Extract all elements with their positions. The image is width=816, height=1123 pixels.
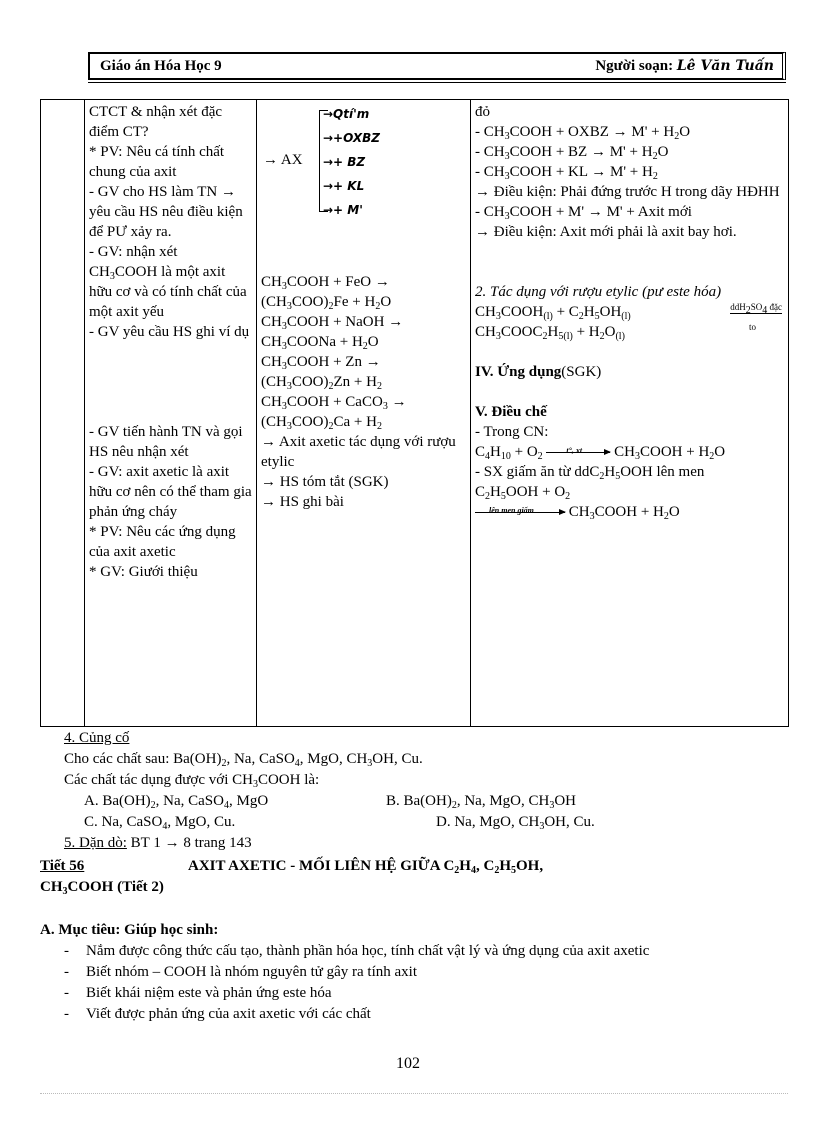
student-activity-cell	[257, 100, 471, 727]
content-line: - $CH_3COOH$ + KL → $M' + H_2$	[475, 164, 658, 182]
preparation-eq-2a: $C_2H_5OOH + O_2$	[475, 484, 571, 502]
reaction-arrow-icon: t°, xt	[546, 452, 610, 453]
content-line: - Trong CN:	[475, 424, 549, 440]
gv-line: CTCT & nhận xét đặc điểm CT?	[89, 104, 223, 140]
page-number: 102	[396, 1055, 420, 1072]
goal-item: - Biết nhóm – COOH là nhóm nguyên tử gây ra tính axit	[64, 962, 788, 983]
header-author-name: Lê Văn Tuấn	[676, 58, 774, 74]
hs-note: → HS tóm tắt (SGK)	[261, 474, 389, 490]
applications-heading: IV. Ứng dụng(SGK)	[475, 364, 602, 380]
reaction-line: $(CH_3COO)_2Fe + H_2O$	[261, 294, 392, 312]
preparation-eq-1: $C_4H_{10} + O_2$ t°, xt $CH_3COOH + H_2O$	[475, 444, 726, 462]
hs-note: → Axit axetic tác dụng với rượu etylic	[261, 434, 456, 470]
reaction-line: $CH_3COONa + H_2O$	[261, 334, 379, 352]
ester-equation-2: $CH_3COOC_2H_{5(l)} + H_2O_{(l)}$	[475, 324, 625, 342]
ester-condition: $ddH_2SO_4$ đặc	[730, 302, 782, 316]
bracket-item: →+OXBZ	[323, 131, 380, 145]
goal-item: - Viết được phản ứng của axit axetic với các chất	[64, 1004, 788, 1025]
header-course: Giáo án Hóa Học 9	[100, 58, 222, 74]
acid-property-bracket	[261, 104, 466, 216]
header-rule	[88, 82, 786, 83]
spacer	[261, 216, 466, 272]
goal-item: - Biết khái niệm este và phản ứng este hóa	[64, 983, 788, 1004]
ax-label: → AX	[263, 152, 303, 168]
content-line: → Điều kiện: Axit mới phải là axit bay hơi.	[475, 224, 737, 240]
goal-item: - Nắm được công thức cấu tạo, thành phần hóa học, tính chất vật lý và ứng dụng của axit axetic	[64, 941, 788, 962]
bracket-item: →+ BZ	[323, 155, 366, 169]
content-line: - $CH_3COOH + M' \to M'$ + Axit mới	[475, 204, 692, 222]
goals-title: A. Mục tiêu: Giúp học sinh:	[40, 922, 219, 938]
reaction-line: $CH_3COOH + Zn$ →	[261, 354, 381, 372]
reaction-line: $CH_3COOH$ + FeO →	[261, 274, 390, 292]
gv-line: * PV: Nêu cá tính chất chung của axit	[89, 144, 225, 180]
gv-weak-acid: $CH_3COOH$ là một axit hữu cơ và có tính chất của một axit yếu	[89, 264, 247, 320]
empty-column	[41, 100, 85, 727]
lesson-title-2: $CH_3COOH$ (Tiết 2)	[40, 879, 164, 897]
review-question: Các chất tác dụng được với $CH_3COOH$ là:	[64, 772, 320, 790]
bracket-item: →+ M'	[323, 203, 363, 217]
reaction-arrow-icon: lên men giấm	[475, 512, 565, 513]
header-author-block	[595, 58, 774, 75]
gv-line: - GV yêu cầu HS ghi ví dụ	[89, 324, 250, 340]
reaction-line: $CH_3COOH$ + CaCO$_3$ →	[261, 394, 407, 412]
preparation-heading: V. Điều chế	[475, 404, 547, 420]
lesson-table	[40, 99, 789, 727]
review-title: 4. Củng cố	[64, 730, 130, 746]
lesson-title-1: AXIT AXETIC - MỐI LIÊN HỆ GIỮA $C_2H_4$, $C_2H_5OH$,	[188, 858, 544, 876]
reaction-line: $(CH_3COO)_2Ca + H_2$	[261, 414, 382, 432]
goals-section	[40, 920, 788, 1025]
option-d: D. Na, MgO, $CH_3OH$, Cu.	[436, 814, 595, 832]
footer-rule	[40, 1093, 788, 1094]
content-cell	[471, 100, 789, 727]
goals-list	[40, 941, 788, 1025]
reaction-line: $CH_3COOH$ + NaOH →	[261, 314, 404, 332]
teacher-activity-cell	[85, 100, 257, 727]
bracket-item: →+ KL	[323, 179, 365, 193]
review-section	[64, 728, 784, 854]
preparation-eq-2b: lên men giấm $CH_3COOH + H_2O$	[475, 502, 784, 522]
homework-line: 5. Dặn dò: BT 1 → 8 trang 143	[64, 835, 252, 851]
spacer	[475, 382, 784, 402]
gv-line: - GV cho HS làm TN → yêu cầu HS nêu điều kiện để PƯ xảy ra.	[89, 184, 243, 240]
bracket-item: →Qtí'm	[323, 107, 370, 121]
option-c: C. Na, CaSO$_4$, MgO, Cu.	[84, 814, 236, 832]
options-row	[64, 791, 784, 812]
option-a: A. $Ba(OH)_2$, Na, CaSO$_4$, MgO	[84, 793, 269, 811]
hs-note: → HS ghi bài	[261, 494, 344, 510]
gv-line: - GV: nhận xét	[89, 244, 178, 260]
ester-title: 2. Tác dụng với rượu etylic (pư este hóa)	[475, 284, 722, 300]
content-line: - $CH_3COOH$ + BZ → $M' + H_2O$	[475, 144, 669, 162]
ester-temp: to	[748, 322, 756, 332]
ester-equation-1: $CH_3COOH_{(l)} + C_2H_5OH_{(l)}$	[475, 304, 631, 322]
content-line: - SX giấm ăn từ $ddC_2H_5OOH$ lên men	[475, 464, 705, 482]
spacer	[475, 342, 784, 362]
content-line: đỏ	[475, 104, 490, 120]
spacer	[475, 242, 784, 282]
gv-line: * GV: Giưới thiệu	[89, 564, 198, 580]
option-b: B. $Ba(OH)_2$, Na, MgO, $CH_3OH$	[386, 793, 576, 811]
gv-line: - GV tiến hành TN và gọi HS nêu nhận xét	[89, 424, 243, 460]
gv-line: - GV: axit axetic là axit hữu cơ nên có thể tham gia phản ứng cháy	[89, 464, 252, 520]
gv-line: * PV: Nêu các ứng dụng của axit axetic	[89, 524, 236, 560]
lesson-number: Tiết 56	[40, 858, 85, 874]
spacer	[89, 342, 252, 422]
content-line: - $CH_3COOH$ + OXBZ → $M' + H_2O$	[475, 124, 691, 142]
reaction-line: $(CH_3COO)_2Zn + H_2$	[261, 374, 382, 392]
page-header	[88, 52, 786, 80]
review-question: Cho các chất sau: $Ba(OH)_2$, Na, CaSO$_4$, MgO, $CH_3OH$, Cu.	[64, 751, 423, 769]
content-line: → Điều kiện: Phải đứng trước H trong dãy HĐHH	[475, 184, 780, 200]
lesson-title	[40, 856, 788, 898]
options-row	[64, 812, 784, 833]
header-author-label: Người soạn:	[595, 58, 674, 74]
